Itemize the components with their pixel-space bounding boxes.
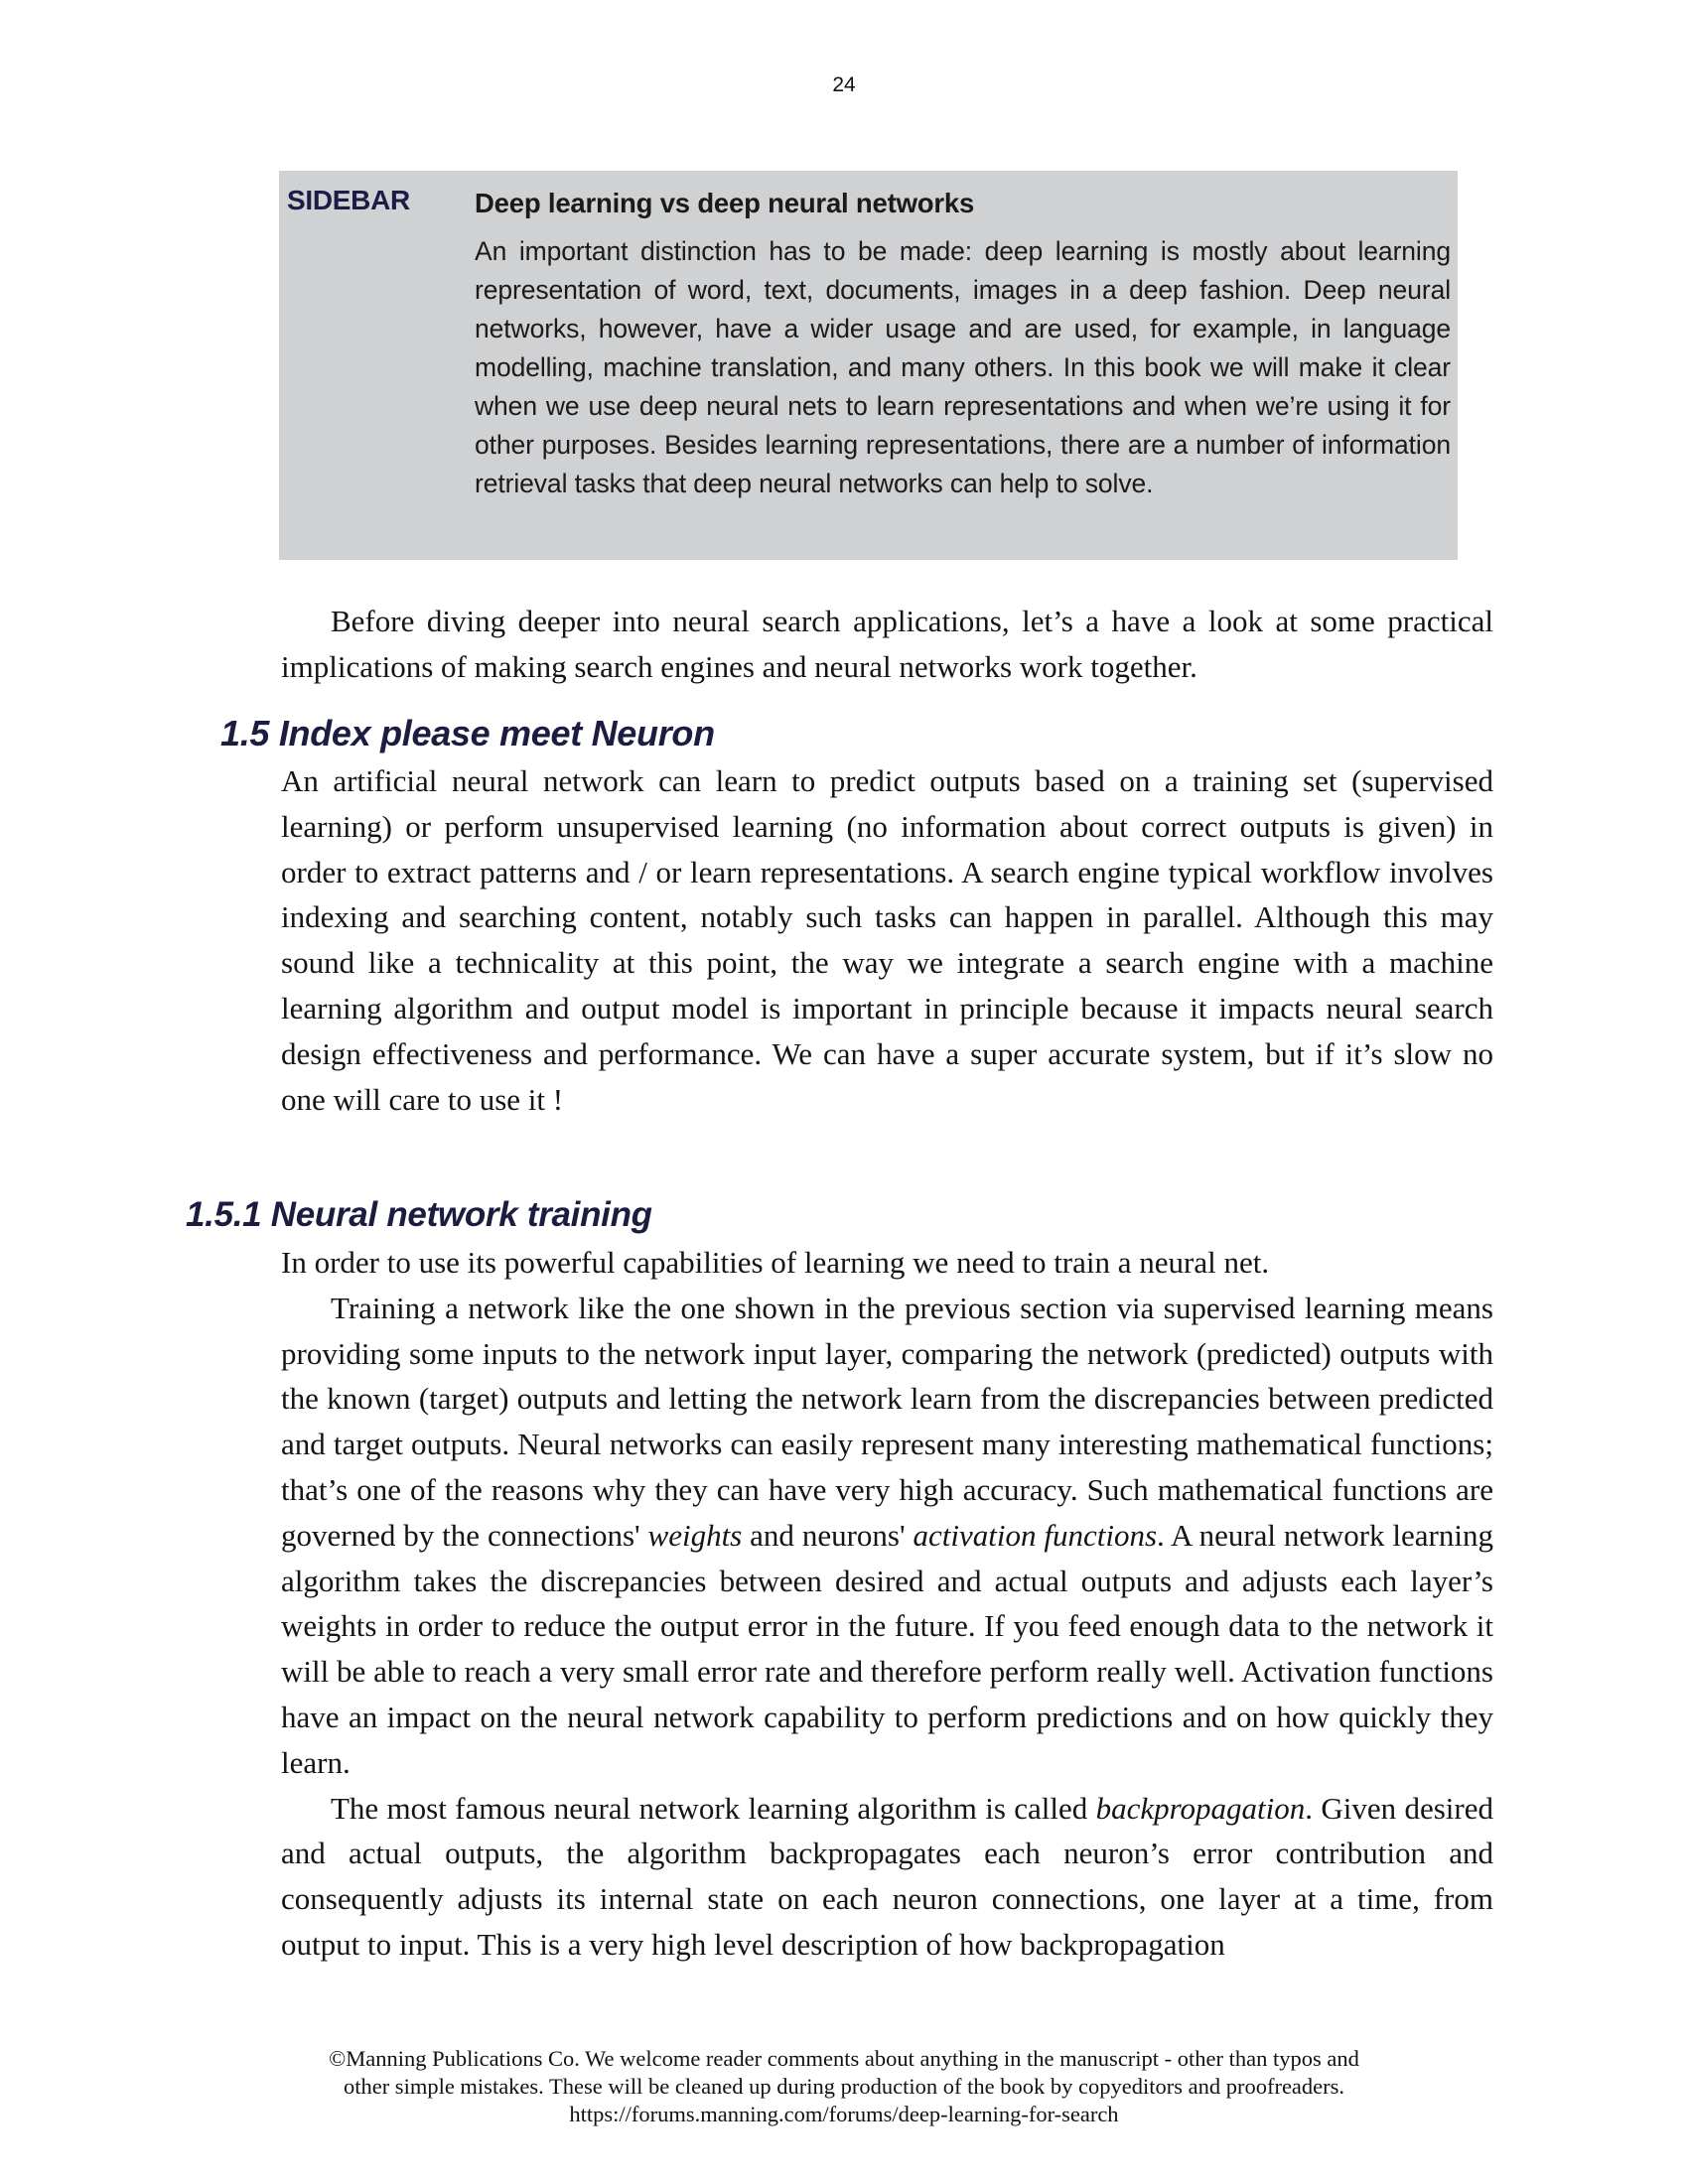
subsection-block bbox=[281, 1240, 1493, 1968]
sidebar-box bbox=[279, 171, 1458, 560]
footer-forum-link[interactable]: https://forums.manning.com/forums/deep-learning-for-search bbox=[569, 2102, 1119, 2126]
section-paragraph: An artificial neural network can learn to predict outputs based on a training set (supervised learning) or perform unsupervised learning (no information about correct outputs is given) in order to extract patterns and / or learn representations. A search engine typical workflow involves indexing and searching content, notably such tasks can happen in parallel. Although this may sound like a technicality at this point, the way we integrate a search engine with a machine learning algorithm and output model is important in principle because it impacts neural search design effectiveness and performance. We can have a super accurate system, but if it’s slow no one will care to use it ! bbox=[281, 763, 1493, 1117]
text-run: Training a network like the one shown in the previous section via supervised learning means providing some inputs to the network input layer, comparing the network (predicted) outputs with the known (target) outputs and letting the network learn from the discrepancies between predicted and target outputs. Neural networks can easily represent many interesting mathematical functions; that’s one of the reasons why they can have very high accuracy. Such mathematical functions are governed by the connections' bbox=[281, 1290, 1493, 1553]
emphasis-weights: weights bbox=[647, 1517, 743, 1553]
sidebar-label: SIDEBAR bbox=[287, 185, 410, 215]
text-run: . Given desired and actual outputs, the algorithm backpropagates each neuron’s error contribution and consequently adjusts its internal state on each neuron connections, one layer at a time, from output to input. This is a very high level description of how backpropagation bbox=[281, 1790, 1494, 1962]
page-number: 24 bbox=[832, 73, 856, 96]
sidebar-body: An important distinction has to be made: deep learning is mostly about learning representation of word, text, documents, images in a deep fashion. Deep neural networks, however, have a wider usage and are used, for example, in language modelling, machine translation, and many others. In this book we will make it clear when we use deep neural nets to learn representations and when we’re using it for other purposes. Besides learning representations, there are a number of information retrieval tasks that deep neural networks can help to solve. bbox=[475, 236, 1451, 498]
text-run: . A neural network learning algorithm takes the discrepancies between desired and actual outputs and adjusts each layer’s weights in order to reduce the output error in the future. If you feed enough data to the network it will be able to reach a very small error rate and therefore perform really well. Activation functions have an impact on the neural network capability to perform predictions and on how quickly they learn. bbox=[281, 1517, 1493, 1780]
footer-copyright: ©Manning Publications Co. We welcome reader comments about anything in the manuscript - other than typos and bbox=[329, 2046, 1359, 2071]
emphasis-activation-functions: activation functions bbox=[913, 1517, 1158, 1553]
intro-paragraph: Before diving deeper into neural search applications, let’s a have a look at some practical implications of making search engines and neural networks work together. bbox=[281, 604, 1493, 684]
section-heading: 1.5 Index please meet Neuron bbox=[220, 713, 715, 753]
intro-block bbox=[281, 599, 1493, 690]
text-run: and neurons' bbox=[742, 1517, 914, 1553]
subsection-heading: 1.5.1 Neural network training bbox=[186, 1195, 652, 1234]
sidebar-content bbox=[475, 185, 1451, 503]
emphasis-backpropagation: backpropagation bbox=[1095, 1790, 1306, 1826]
section-block bbox=[281, 758, 1493, 1122]
footer-note: other simple mistakes. These will be cleaned up during production of the book by copyeditors and proofreaders. bbox=[343, 2074, 1345, 2099]
sidebar-title: Deep learning vs deep neural networks bbox=[475, 188, 975, 218]
footer bbox=[0, 2045, 1688, 2128]
text-run: The most famous neural network learning algorithm is called bbox=[331, 1790, 1096, 1826]
subsection-paragraph-3 bbox=[281, 1786, 1493, 1968]
subsection-paragraph-2 bbox=[281, 1286, 1493, 1786]
subsection-paragraph-1: In order to use its powerful capabilities of learning we need to train a neural net. bbox=[281, 1245, 1270, 1280]
